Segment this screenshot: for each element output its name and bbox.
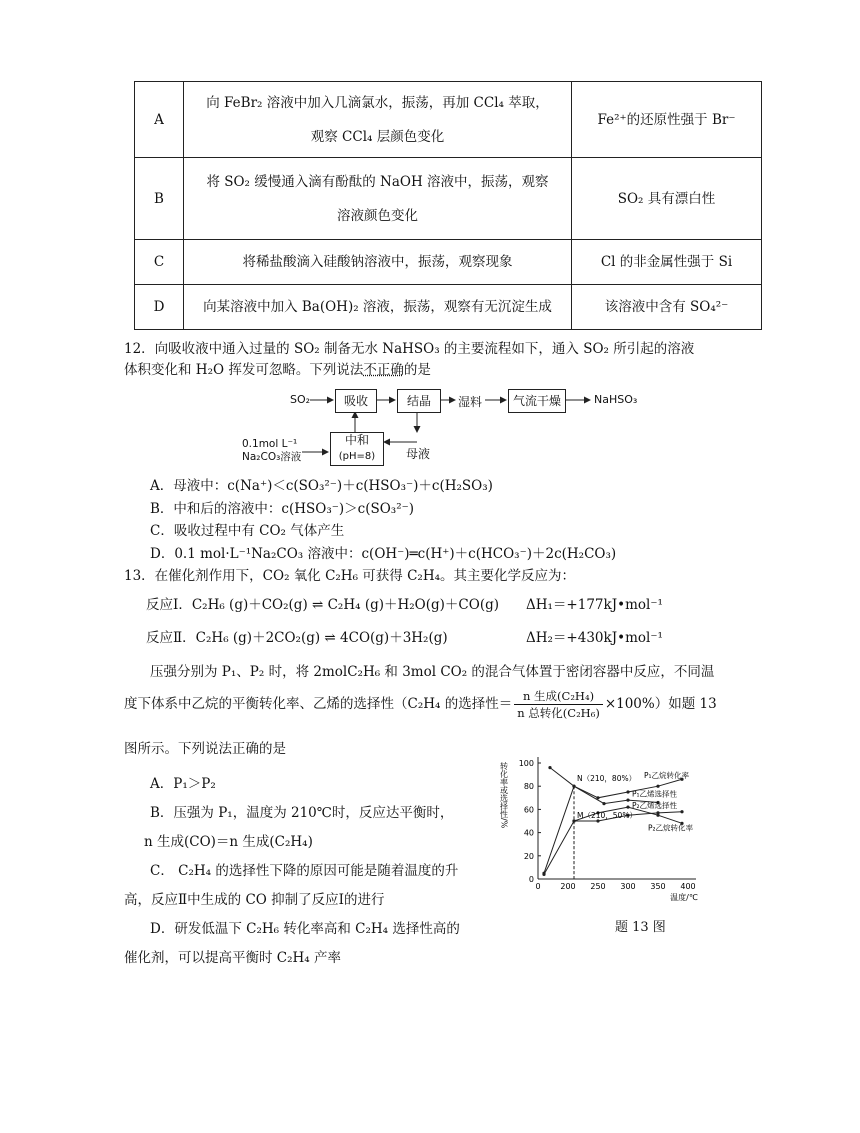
x-tick-label: 400 (680, 882, 696, 891)
y-tick-label: 40 (523, 828, 534, 838)
data-point (572, 785, 575, 788)
data-point (548, 766, 551, 769)
row-operation: 向 FeBr₂ 溶液中加入几滴氯水，振荡，再加 CCl₄ 萃取， 观察 CCl₄ 层颜色变化 (184, 82, 572, 158)
q13-option-b-cont: n 生成(CO)＝n 生成(C₂H₄) (144, 834, 313, 850)
q12-option-c: C．吸收过程中有 CO₂ 气体产生 (150, 523, 345, 539)
q13-para-line3: 图所示。下列说法正确的是 (124, 741, 286, 757)
flow-dry-box: 气流干燥 (508, 389, 566, 413)
data-point (656, 785, 659, 788)
q13-reaction-1: 反应Ⅰ．C₂H₆ (g)＋CO₂(g) ⇌ C₂H₄ (g)＋H₂O(g)＋CO(g) (146, 597, 499, 613)
q13-option-a: A．P₁＞P₂ (150, 776, 216, 792)
row-operation: 将稀盐酸滴入硅酸钠溶液中，振荡，观察现象 (184, 240, 572, 285)
x-tick-label: 200 (560, 882, 576, 891)
data-point (542, 873, 545, 876)
x-tick-label: 350 (650, 882, 666, 891)
flow-wet-label: 湿料 (458, 395, 483, 409)
x-tick-label: 0 (535, 882, 541, 891)
process-flow-diagram (240, 384, 680, 468)
y-tick-label: 100 (518, 759, 534, 768)
table-row (135, 82, 762, 158)
options-table (134, 81, 762, 330)
q13-option-d-cont: 催化剂，可以提高平衡时 C₂H₄ 产率 (124, 950, 342, 966)
row-operation: 向某溶液中加入 Ba(OH)₂ 溶液，振荡，观察有无沉淀生成 (184, 285, 572, 330)
q13-option-c: C． C₂H₄ 的选择性下降的原因可能是随着温度的升 (150, 863, 459, 879)
q13-option-b: B．压强为 P₁，温度为 210℃时，反应达平衡时， (150, 805, 454, 821)
x-tick-label: 300 (620, 882, 636, 891)
flow-absorb-box: 吸收 (335, 389, 377, 413)
row-label: B (135, 158, 184, 240)
row-label: A (135, 82, 184, 158)
row-conclusion: 该溶液中含有 SO₄²⁻ (572, 285, 762, 330)
y-tick-label: 80 (523, 782, 534, 792)
data-point (626, 790, 629, 793)
data-point (680, 810, 683, 813)
flow-feed-label: 0.1mol L⁻¹ Na₂CO₃溶液 (242, 438, 302, 463)
q13-reaction-2-dh: ΔH₂＝+430kJ•mol⁻¹ (526, 630, 663, 646)
y-axis-label: 转化率或选择性/% (499, 762, 509, 829)
data-point (626, 805, 629, 808)
q13-option-c-cont: 高，反应Ⅱ中生成的 CO 抑制了反应Ⅰ的进行 (124, 892, 385, 908)
emphasis-text: 不正确 (363, 362, 404, 378)
q13-para-line2: 度下体系中乙烷的平衡转化率、乙烯的选择性（C₂H₄ 的选择性＝ $\frac{\text{n 生成(C₂H₄)}}{\text{n 总转化(C₂H₆)}}$ ×100%）如题 13 (124, 689, 717, 720)
data-point (656, 811, 659, 814)
table-row (135, 158, 762, 240)
row-operation: 将 SO₂ 缓慢通入滴有酚酞的 NaOH 溶液中，振荡，观察 溶液颜色变化 (184, 158, 572, 240)
x-axis-label: 温度/℃ (670, 893, 698, 902)
q12-options (150, 475, 770, 565)
q12-option-b: B．中和后的溶液中：c(HSO₃⁻)＞c(SO₃²⁻) (150, 500, 415, 517)
y-tick-label: 20 (523, 851, 534, 861)
q13-stem-line1: 13．在催化剂作用下，CO₂ 氧化 C₂H₆ 可获得 C₂H₄。其主要化学反应为： (124, 568, 576, 584)
q13-reaction-1-dh: ΔH₁＝+177kJ•mol⁻¹ (526, 597, 663, 613)
series-label: P₁乙烷转化率 (644, 771, 690, 781)
series-label: P₂乙烯选择性 (632, 801, 678, 811)
q13-reaction-2: 反应Ⅱ．C₂H₆ (g)＋2CO₂(g) ⇌ 4CO(g)＋3H₂(g) (146, 630, 448, 646)
flow-mother-label: 母液 (406, 447, 431, 461)
q12-option-a: A．母液中：c(Na⁺)＜c(SO₃²⁻)＋c(HSO₃⁻)＋c(H₂SO₃) (150, 478, 493, 494)
series-label: P₂乙烷转化率 (648, 823, 694, 833)
row-conclusion: Fe²⁺的还原性强于 Br⁻ (572, 82, 762, 158)
selectivity-fraction: $\frac{\text{n 生成(C₂H₄)}}{\text{n 总转化(C₂H₆)}}$ (514, 688, 603, 721)
figure-caption: 题 13 图 (615, 920, 666, 935)
y-tick-label: 60 (523, 805, 534, 815)
conversion-selectivity-chart (499, 752, 710, 902)
data-point (572, 819, 575, 822)
series-label: P₁乙烯选择性 (632, 789, 678, 799)
table-row (135, 285, 762, 330)
q13-option-d: D．研发低温下 C₂H₆ 转化率高和 C₂H₄ 选择性高的 (150, 921, 460, 937)
row-label: D (135, 285, 184, 330)
table-row (135, 240, 762, 285)
flow-neutral-box: 中和 (pH=8) (330, 432, 384, 466)
x-tick-label: 250 (590, 882, 606, 891)
flow-so2-label: SO₂ (290, 393, 311, 406)
data-point (602, 802, 605, 805)
q12-stem-line2: 体积变化和 H₂O 挥发可忽略。下列说法不正确的是 (124, 362, 431, 378)
q12-option-d: D．0.1 mol·L⁻¹Na₂CO₃ 溶液中：c(OH⁻)═c(H⁺)＋c(HCO₃⁻)＋2c(H₂CO₃) (150, 545, 617, 562)
annotation-m: M（210，50%） (577, 811, 637, 820)
flow-product-label: NaHSO₃ (594, 393, 638, 406)
annotation-n: N（210，80%） (577, 774, 637, 784)
q12-stem-line1: 12．向吸收液中通入过量的 SO₂ 制备无水 NaHSO₃ 的主要流程如下，通入 SO₂ 所引起的溶液 (124, 341, 695, 357)
q13-options (124, 770, 500, 973)
y-tick-label: 0 (528, 875, 534, 884)
data-point (626, 799, 629, 802)
row-conclusion: SO₂ 具有漂白性 (572, 158, 762, 240)
row-label: C (135, 240, 184, 285)
q13-para-line1: 压强分别为 P₁、P₂ 时，将 2molC₂H₆ 和 3mol CO₂ 的混合气体置于密闭容器中反应，不同温 (150, 664, 715, 680)
row-conclusion: Cl 的非金属性强于 Si (572, 240, 762, 285)
flow-crystal-box: 结晶 (397, 389, 441, 413)
